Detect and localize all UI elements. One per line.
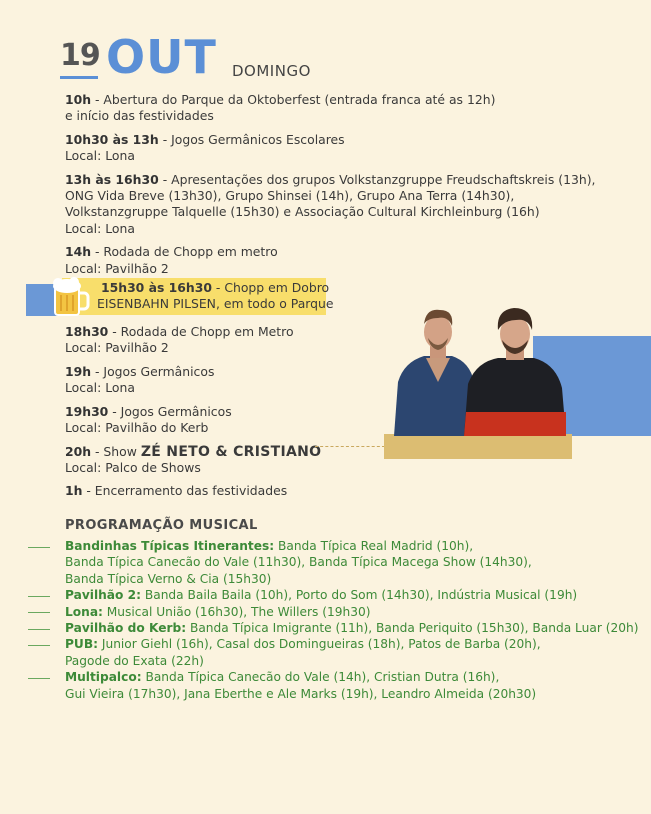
music-venue: Pavilhão do Kerb: bbox=[65, 621, 187, 636]
music-program bbox=[65, 538, 645, 702]
event-time: 10h30 às 13h bbox=[65, 131, 159, 147]
music-acts: Banda Típica Real Madrid (10h), bbox=[274, 539, 474, 553]
music-group bbox=[65, 636, 645, 669]
event-item bbox=[65, 172, 605, 238]
event-time: 19h30 bbox=[65, 403, 109, 419]
event-time: 1h bbox=[65, 483, 83, 499]
event-time: 18h30 bbox=[65, 324, 109, 340]
month-label: OUT bbox=[106, 30, 217, 84]
music-acts: Banda Típica Verno & Cia (15h30) bbox=[65, 571, 272, 586]
highlight-time: 15h30 às 16h30 bbox=[101, 280, 212, 295]
event-text: - Jogos Germânicos bbox=[108, 403, 232, 419]
event-location: Local: Pavilhão 2 bbox=[65, 260, 169, 276]
event-time: 10h bbox=[65, 92, 92, 107]
music-acts: Junior Giehl (16h), Casal dos Domingueiras (18h), Patos de Barba (20h), bbox=[98, 637, 541, 652]
highlight-line1: - Chopp em Dobro bbox=[211, 280, 330, 295]
music-marker-line bbox=[28, 629, 50, 630]
music-marker-line bbox=[28, 645, 50, 646]
event-item bbox=[65, 483, 605, 499]
event-text: Volkstanzgruppe Talquelle (15h30) e Associação Cultural Kirchleinburg (16h) bbox=[65, 204, 540, 220]
music-marker-line bbox=[28, 596, 50, 597]
event-time: 19h bbox=[65, 363, 92, 379]
event-text: - Encerramento das festividades bbox=[82, 483, 288, 499]
dotted-connector bbox=[315, 446, 385, 447]
music-group bbox=[65, 669, 645, 702]
music-acts: Banda Típica Canecão do Vale (11h30), Banda Típica Macega Show (14h30), bbox=[65, 555, 532, 570]
music-marker-line bbox=[28, 547, 50, 548]
music-acts: Pagode do Exata (22h) bbox=[65, 653, 204, 668]
music-acts: Gui Vieira (17h30), Jana Eberthe e Ale Marks (19h), Leandro Almeida (20h30) bbox=[65, 686, 537, 701]
music-venue: Multipalco: bbox=[65, 670, 142, 685]
event-text: ONG Vida Breve (13h30), Grupo Shinsei (14h), Grupo Ana Terra (14h30), bbox=[65, 188, 515, 204]
music-group bbox=[65, 587, 645, 603]
event-location: Local: Lona bbox=[65, 220, 135, 236]
event-item bbox=[65, 92, 605, 125]
event-location: Local: Lona bbox=[65, 380, 135, 396]
event-location: Local: Pavilhão 2 bbox=[65, 340, 169, 356]
event-text: e início das festividades bbox=[65, 108, 214, 124]
event-text: - Jogos Germânicos bbox=[91, 363, 215, 379]
event-time: 13h às 16h30 bbox=[65, 171, 159, 187]
day-number: 19 bbox=[60, 38, 100, 73]
event-text: - Jogos Germânicos Escolares bbox=[158, 131, 345, 147]
event-time: 20h bbox=[65, 443, 92, 459]
music-venue: Pavilhão 2: bbox=[65, 588, 141, 603]
weekday-label: DOMINGO bbox=[232, 62, 311, 80]
highlight-line2: EISENBAHN PILSEN, em todo o Parque bbox=[97, 296, 334, 312]
event-text: - Show bbox=[91, 443, 141, 459]
event-text: - Abertura do Parque da Oktoberfest (entrada franca até as 12h) bbox=[91, 92, 496, 107]
music-group bbox=[65, 620, 645, 636]
artists-photo bbox=[392, 300, 568, 436]
music-marker-line bbox=[28, 678, 50, 679]
event-text: - Apresentações dos grupos Volkstanzgruppe Freudschaftskreis (13h), bbox=[158, 171, 596, 187]
music-marker-line bbox=[28, 612, 50, 613]
event-item bbox=[65, 244, 605, 277]
event-location: Local: Pavilhão do Kerb bbox=[65, 420, 209, 436]
decorative-tan-bar bbox=[384, 434, 572, 459]
event-time: 14h bbox=[65, 244, 92, 260]
music-acts: Banda Baila Baila (10h), Porto do Som (14h30), Indústria Musical (19h) bbox=[141, 588, 578, 603]
music-venue: Lona: bbox=[65, 604, 103, 619]
music-acts: Banda Típica Canecão do Vale (14h), Cristian Dutra (16h), bbox=[141, 670, 500, 685]
day-underline bbox=[60, 76, 98, 79]
event-text: - Rodada de Chopp em Metro bbox=[108, 324, 294, 340]
music-venue: Bandinhas Típicas Itinerantes: bbox=[65, 539, 275, 553]
event-text: - Rodada de Chopp em metro bbox=[91, 244, 278, 260]
music-acts: Musical União (16h30), The Willers (19h30) bbox=[102, 604, 371, 619]
music-acts: Banda Típica Imigrante (11h), Banda Periquito (15h30), Banda Luar (20h) bbox=[186, 621, 639, 636]
show-artist: ZÉ NETO & CRISTIANO bbox=[140, 443, 322, 460]
music-section-title: PROGRAMAÇÃO MUSICAL bbox=[65, 518, 258, 533]
event-location: Local: Lona bbox=[65, 148, 135, 164]
event-location: Local: Palco de Shows bbox=[65, 459, 201, 475]
event-item bbox=[65, 132, 605, 165]
music-group bbox=[65, 604, 645, 620]
music-group bbox=[65, 538, 645, 587]
music-venue: PUB: bbox=[65, 637, 98, 652]
